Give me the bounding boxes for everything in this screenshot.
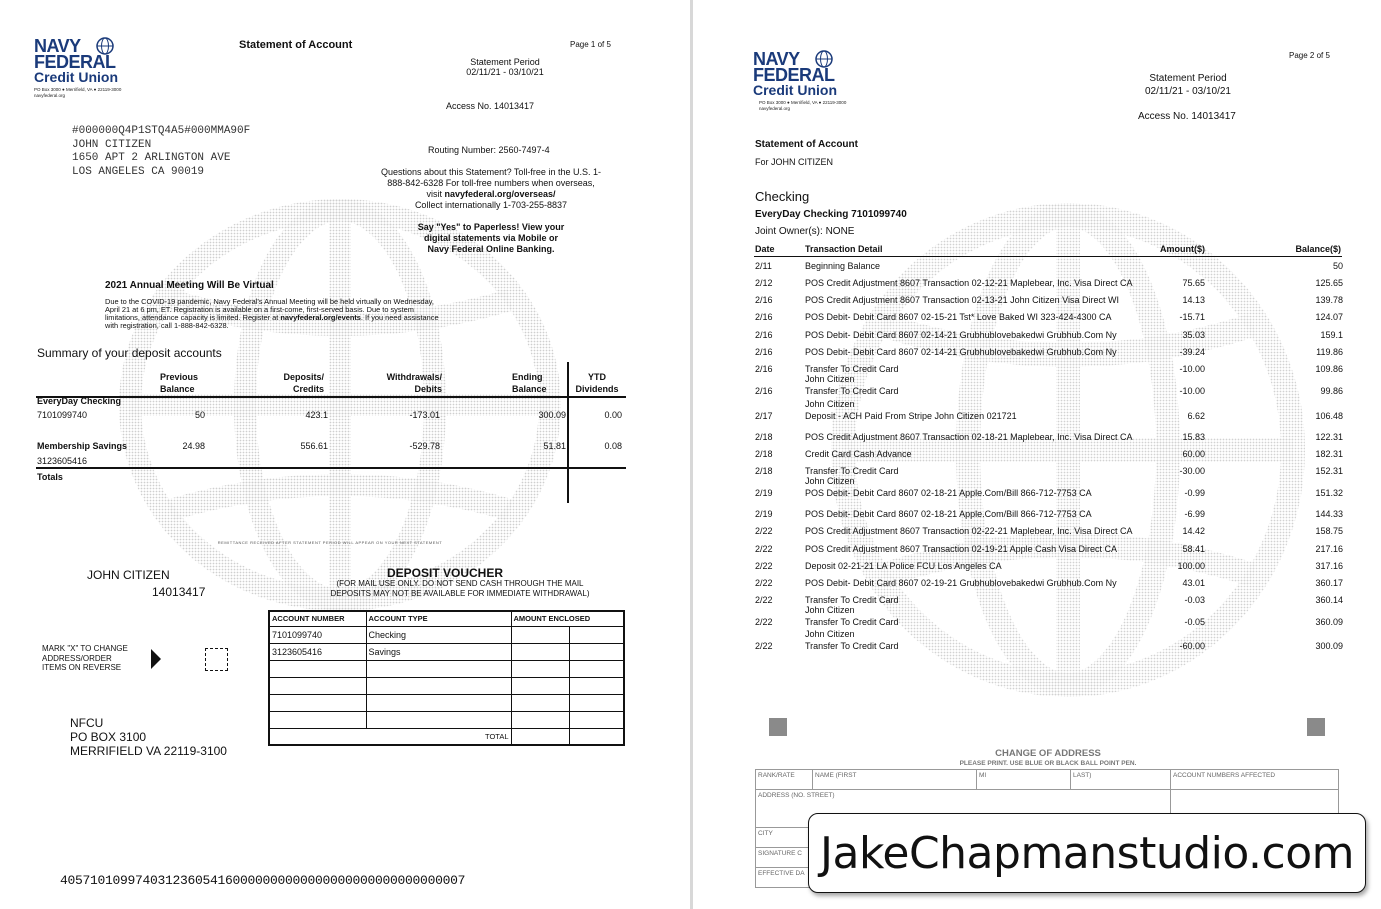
summary-ytd: 0.08 [604, 441, 622, 451]
access-number: Access No. 14013417 [446, 101, 535, 111]
transaction-date: 2/22 [755, 641, 773, 651]
transaction-row [755, 544, 1343, 561]
transaction-date: 2/16 [755, 295, 773, 305]
col-balance: Balance($) [1295, 244, 1341, 254]
voucher-blank-cell[interactable] [269, 711, 366, 728]
col-amount: Amount($) [1160, 244, 1205, 254]
joint-owner: Joint Owner(s): NONE [755, 226, 855, 237]
mark-x-line: ADDRESS/ORDER [42, 653, 112, 663]
transaction-date: 2/22 [755, 595, 773, 605]
voucher-amount-cents-field[interactable] [569, 711, 624, 728]
mark-x-instructions [42, 644, 128, 673]
transaction-date: 2/18 [755, 432, 773, 442]
summary-account-name: Membership Savings [37, 441, 128, 451]
transaction-counterparty: John Citizen [805, 399, 855, 409]
transaction-detail: Transfer To Credit Card [805, 364, 899, 374]
questions-line: visit [426, 189, 445, 199]
registration-mark [769, 718, 787, 736]
transaction-row [755, 561, 1343, 578]
transaction-amount: -60.00 [1179, 641, 1205, 651]
voucher-subtitle [300, 579, 620, 598]
transaction-row [755, 261, 1343, 278]
transaction-detail: Credit Card Cash Advance [805, 449, 912, 459]
voucher-header-account-number: ACCOUNT NUMBER [269, 611, 366, 626]
coa-signature-field[interactable]: SIGNATURE C [756, 848, 1339, 868]
remittance-note: REMITTANCE RECEIVED AFTER STATEMENT PERIOD WILL APPEAR ON YOUR NEXT STATEMENT [217, 540, 443, 545]
transaction-counterparty: John Citizen [805, 629, 855, 639]
transaction-row [755, 278, 1343, 295]
transaction-detail: POS Debit- Debit Card 8607 02-18-21 Apple.Com/Bill 866-712-7753 CA [805, 509, 1092, 519]
coa-first-name-field[interactable]: NAME (FIRST [813, 770, 977, 790]
header-line: Withdrawals/ [386, 372, 442, 382]
transaction-detail: POS Debit- Debit Card 8607 02-18-21 Apple.Com/Bill 866-712-7753 CA [805, 488, 1092, 498]
summary-ytd: 0.00 [604, 410, 622, 420]
transaction-row [755, 312, 1343, 329]
studio-watermark-badge [808, 813, 1366, 893]
transaction-date: 2/18 [755, 449, 773, 459]
mail-code: #000000Q4P1STQ4A5#000MMA90F [72, 125, 251, 137]
voucher-amount-field[interactable] [511, 626, 569, 643]
transaction-amount: 75.65 [1182, 278, 1205, 288]
transaction-date: 2/16 [755, 386, 773, 396]
transaction-balance: 152.31 [1315, 466, 1343, 476]
transaction-row [755, 526, 1343, 543]
nfcu-return-address [70, 716, 227, 758]
mark-x-line: MARK "X" TO CHANGE [42, 644, 128, 653]
voucher-row [269, 643, 624, 660]
voucher-amount-field[interactable] [511, 677, 569, 694]
voucher-blank-cell[interactable] [366, 711, 511, 728]
header-ending-balance [512, 371, 547, 395]
transaction-detail: POS Debit- Debit Card 8607 02-14-21 Grubhublovebakedwi Grubhub.Com Ny [805, 330, 1117, 340]
questions-line: 888-842-6328 For toll-free numbers when overseas, [387, 178, 595, 188]
logo-globe-icon [96, 37, 114, 55]
summary-account-name: EveryDay Checking [37, 396, 122, 406]
statement-period: 02/11/21 - 03/10/21 [1145, 86, 1231, 97]
summary-account-number: 3123605416 [37, 456, 88, 466]
voucher-amount-cents-field[interactable] [569, 626, 624, 643]
transaction-amount: -30.00 [1179, 466, 1205, 476]
statement-title: Statement of Account [239, 39, 353, 51]
nfcu-line: PO BOX 3100 [70, 730, 147, 744]
annual-meeting-title: 2021 Annual Meeting Will Be Virtual [105, 280, 274, 291]
summary-deposits: 423.1 [305, 410, 328, 420]
voucher-account-number: 3123605416 [269, 643, 366, 660]
voucher-header-amount: AMOUNT ENCLOSED [511, 611, 624, 626]
transaction-row [755, 347, 1343, 364]
summary-title: Summary of your deposit accounts [37, 346, 222, 360]
transaction-detail: POS Credit Adjustment 8607 Transaction 02-19-21 Apple Cash Visa Direct CA [805, 544, 1117, 554]
transaction-balance: 122.31 [1315, 432, 1343, 442]
transaction-detail: POS Credit Adjustment 8607 Transaction 02-18-21 Maplebear, Inc. Visa Direct CA [805, 432, 1133, 442]
header-ytd-dividends [570, 371, 624, 395]
transaction-row [755, 432, 1343, 449]
address-line: JOHN CITIZEN [72, 138, 152, 151]
coa-mi-field[interactable]: MI [977, 770, 1071, 790]
statement-title: Statement of Account [755, 139, 858, 150]
micr-line: 405710109974031236054160000000000000000000000000000007 [60, 873, 466, 888]
statement-period-label: Statement Period [470, 57, 540, 67]
address-line: 1650 APT 2 ARLINGTON AVE [72, 152, 231, 164]
summary-previous: 50 [194, 410, 205, 420]
voucher-amount-field[interactable] [511, 711, 569, 728]
mailing-address-block [72, 125, 250, 179]
transaction-date: 2/19 [755, 488, 773, 498]
logo-line-navy: NAVY [34, 36, 81, 56]
summary-totals-rule [36, 467, 626, 469]
transaction-date: 2/22 [755, 561, 773, 571]
transaction-detail: Deposit 02-21-21 LA Police FCU Los Angeles CA [805, 561, 1002, 571]
annual-meeting-line: Due to the COVID-19 pandemic, Navy Federal's Annual Meeting will be held virtually on Wednesday, [105, 297, 434, 306]
summary-deposits: 556.61 [300, 441, 328, 451]
summary-ending: 300.09 [538, 410, 566, 420]
transaction-balance: 106.48 [1315, 411, 1343, 421]
voucher-account-type: Savings [366, 643, 511, 660]
transaction-amount: -6.99 [1184, 509, 1205, 519]
summary-ending: 51.81 [543, 441, 566, 451]
voucher-blank-cell[interactable] [269, 694, 366, 711]
voucher-title: DEPOSIT VOUCHER [386, 566, 503, 580]
section-checking: Checking [755, 189, 810, 204]
statement-for: For JOHN CITIZEN [755, 157, 833, 167]
header-line: Debits [414, 384, 442, 394]
transaction-date: 2/16 [755, 330, 773, 340]
summary-withdrawals: -173.01 [409, 410, 440, 420]
summary-previous: 24.98 [182, 441, 205, 451]
voucher-row [269, 677, 624, 694]
transaction-balance: 300.09 [1315, 641, 1343, 651]
transaction-date: 2/16 [755, 312, 773, 322]
header-deposits [262, 371, 324, 395]
transaction-detail: Transfer To Credit Card [805, 641, 899, 651]
transaction-detail: Transfer To Credit Card [805, 595, 899, 605]
questions-line: Collect internationally 1-703-255-8837 [414, 200, 568, 210]
transaction-balance: 109.86 [1315, 364, 1343, 374]
access-number: Access No. 14013417 [1138, 111, 1236, 122]
logo-website: navyfederal.org [34, 93, 66, 98]
transaction-balance: 50 [1332, 261, 1343, 271]
routing-number: Routing Number: 2560-7497-4 [428, 145, 550, 155]
logo-line-credit-union: Credit Union [34, 69, 118, 85]
transaction-row [755, 509, 1343, 526]
coa-address-field[interactable]: ADDRESS (NO. STREET) [756, 790, 1171, 828]
transaction-amount: -10.00 [1179, 364, 1205, 374]
transaction-date: 2/22 [755, 578, 773, 588]
registration-mark [1307, 718, 1325, 736]
nfcu-line: NFCU [70, 716, 104, 730]
transaction-detail: POS Debit- Debit Card 8607 02-15-21 Tst* Love Baked WI 323-424-4300 CA [805, 312, 1112, 322]
voucher-amount-cents-field[interactable] [569, 660, 624, 677]
transaction-balance: 125.65 [1315, 278, 1343, 288]
voucher-row [269, 660, 624, 677]
transaction-detail: POS Debit- Debit Card 8607 02-14-21 Grubhublovebakedwi Grubhub.Com Ny [805, 347, 1117, 357]
transaction-date: 2/16 [755, 347, 773, 357]
questions-block [366, 167, 616, 211]
transaction-balance: 119.86 [1316, 347, 1343, 357]
annual-meeting-line: with registration, call 1-888-842-6328. [105, 321, 229, 330]
studio-watermark-text: JakeChapmanstudio.com [820, 827, 1354, 879]
change-address-checkbox[interactable] [205, 648, 228, 671]
transaction-date: 2/16 [755, 364, 773, 374]
logo-website: navyfederal.org [759, 106, 791, 111]
voucher-row [269, 711, 624, 728]
voucher-row [269, 694, 624, 711]
overseas-link[interactable]: navyfederal.org/overseas/ [444, 189, 556, 199]
address-line: LOS ANGELES CA 90019 [72, 165, 205, 178]
transaction-detail: POS Credit Adjustment 8607 Transaction 02-22-21 Maplebear, Inc. Visa Direct CA [805, 526, 1133, 536]
header-line: Balance [160, 384, 195, 394]
statement-period: 02/11/21 - 03/10/21 [466, 67, 544, 77]
paperless-line: digital statements via Mobile or [423, 233, 559, 243]
voucher-amount-cents-field[interactable] [569, 694, 624, 711]
summary-account-number: 7101099740 [37, 410, 88, 420]
voucher-header-row [269, 611, 624, 626]
transaction-balance: 360.09 [1315, 617, 1343, 627]
logo-line-navy: NAVY [753, 49, 800, 69]
transaction-amount: -0.05 [1184, 617, 1205, 627]
transaction-balance: 151.32 [1315, 488, 1343, 498]
transaction-date: 2/22 [755, 617, 773, 627]
transaction-balance: 124.07 [1315, 312, 1343, 322]
transaction-amount: -0.99 [1184, 488, 1205, 498]
voucher-amount-field[interactable] [511, 660, 569, 677]
transaction-detail: Transfer To Credit Card [805, 466, 899, 476]
voucher-name: JOHN CITIZEN [87, 568, 170, 582]
transaction-balance: 182.31 [1315, 449, 1343, 459]
transaction-amount: 15.83 [1182, 432, 1205, 442]
voucher-total-cents-field[interactable] [569, 728, 624, 745]
header-line: Credits [292, 384, 324, 394]
transaction-balance: 159.1 [1320, 330, 1343, 340]
page-number: Page 2 of 5 [1289, 51, 1330, 60]
transaction-amount: -39.24 [1179, 347, 1205, 357]
transaction-amount: -15.71 [1179, 312, 1205, 322]
transaction-amount: 14.13 [1182, 295, 1205, 305]
voucher-total-row [269, 728, 624, 745]
transaction-amount: 58.41 [1182, 544, 1205, 554]
transaction-amount: 6.62 [1187, 411, 1205, 421]
col-date: Date [755, 244, 775, 254]
transaction-detail: Transfer To Credit Card [805, 386, 899, 396]
transaction-detail: Deposit - ACH Paid From Stripe John Citizen 021721 [805, 411, 1017, 421]
transaction-balance: 158.75 [1315, 526, 1343, 536]
transaction-counterparty: John Citizen [805, 374, 855, 384]
transaction-balance: 217.16 [1315, 544, 1343, 554]
transaction-balance: 144.33 [1315, 509, 1343, 519]
voucher-access: 14013417 [152, 585, 206, 599]
transaction-row [755, 476, 1343, 505]
events-link[interactable]: navyfederal.org/events [280, 313, 361, 322]
logo-line-federal: FEDERAL [34, 52, 116, 72]
annual-meeting-line: . If you need assistance [360, 313, 439, 322]
transaction-date: 2/17 [755, 411, 773, 421]
nfcu-line: MERRIFIELD VA 22119-3100 [70, 744, 227, 758]
transaction-balance: 360.14 [1315, 595, 1343, 605]
annual-meeting-line: April 21 at 6 pm, ET. Registration is available on a first-come, first-served basis. Due to system [105, 305, 414, 314]
paperless-block [386, 222, 596, 255]
transaction-date: 2/19 [755, 509, 773, 519]
paperless-line: Say "Yes" to Paperless! View your [417, 222, 565, 232]
voucher-header-account-type: ACCOUNT TYPE [366, 611, 511, 626]
transaction-amount: 35.03 [1182, 330, 1205, 340]
logo-address: PO Box 3000 ● Merrifield, VA ● 22119-3000 [759, 100, 847, 105]
transaction-date: 2/18 [755, 466, 773, 476]
transaction-balance: 99.86 [1320, 386, 1343, 396]
coa-rank-field[interactable]: RANK/RATE [756, 770, 813, 790]
voucher-blank-cell[interactable] [366, 677, 511, 694]
transaction-row [755, 330, 1343, 347]
col-detail: Transaction Detail [805, 244, 883, 254]
voucher-subtitle-line: (FOR MAIL USE ONLY. DO NOT SEND CASH THROUGH THE MAIL [336, 579, 584, 588]
transaction-balance: 139.78 [1315, 295, 1343, 305]
voucher-blank-cell[interactable] [269, 677, 366, 694]
transaction-date: 2/11 [755, 261, 772, 271]
account-line: EveryDay Checking 7101099740 [755, 209, 907, 220]
transaction-balance: 360.17 [1315, 578, 1343, 588]
header-withdrawals [370, 371, 442, 395]
arrow-right-icon [150, 648, 162, 670]
page-number: Page 1 of 5 [570, 40, 611, 49]
header-line: Ending [512, 372, 543, 382]
transaction-detail: Transfer To Credit Card [805, 617, 899, 627]
transaction-amount: -0.03 [1184, 595, 1205, 605]
coa-effective-date-field[interactable]: EFFECTIVE DA [756, 868, 1339, 888]
coa-last-name-field[interactable]: LAST) [1071, 770, 1171, 790]
voucher-amount-field[interactable] [511, 694, 569, 711]
voucher-amount-cents-field[interactable] [569, 643, 624, 660]
transaction-counterparty: John Citizen [805, 476, 855, 486]
mark-x-line: ITEMS ON REVERSE [42, 663, 122, 672]
transaction-amount: 14.42 [1182, 526, 1205, 536]
transaction-amount: 60.00 [1182, 449, 1205, 459]
voucher-amount-cents-field[interactable] [569, 677, 624, 694]
voucher-blank-cell[interactable] [366, 694, 511, 711]
transaction-detail: Beginning Balance [805, 261, 881, 271]
voucher-table [268, 610, 625, 746]
statement-page-2 [693, 0, 1381, 909]
transaction-date: 2/22 [755, 526, 773, 536]
coa-title: CHANGE OF ADDRESS [995, 748, 1101, 759]
transaction-amount: 100.00 [1177, 561, 1205, 571]
coa-accounts-field[interactable]: ACCOUNT NUMBERS AFFECTED [1171, 770, 1339, 790]
transaction-counterparty: John Citizen [805, 605, 855, 615]
annual-meeting-line: limitations, attendance capacity is limited. Register at [105, 313, 281, 322]
coa-subtitle: PLEASE PRINT. USE BLUE OR BLACK BALL POINT PEN. [959, 760, 1137, 767]
transaction-amount: 43.01 [1182, 578, 1205, 588]
transaction-detail: POS Debit- Debit Card 8607 02-19-21 Grubhublovebakedwi Grubhub.Com Ny [805, 578, 1117, 588]
summary-totals-label: Totals [37, 472, 63, 482]
transaction-date: 2/12 [755, 278, 773, 288]
header-line: Previous [160, 372, 199, 382]
transaction-list [755, 0, 1343, 700]
transaction-date: 2/22 [755, 544, 773, 554]
paperless-line: Navy Federal Online Banking. [427, 244, 555, 254]
transaction-row [755, 399, 1343, 428]
voucher-account-type: Checking [366, 626, 511, 643]
annual-meeting-body [105, 298, 505, 330]
transaction-amount: -10.00 [1179, 386, 1205, 396]
header-line: YTD [588, 372, 606, 382]
statement-page-1 [0, 0, 690, 909]
logo-line-federal: FEDERAL [753, 65, 835, 85]
transaction-row [755, 578, 1343, 595]
voucher-blank-cell[interactable] [269, 660, 366, 677]
transaction-detail: POS Credit Adjustment 8607 Transaction 02-12-21 Maplebear, Inc. Visa Direct CA [805, 278, 1133, 288]
header-line: Deposits/ [283, 372, 324, 382]
transaction-row [755, 629, 1343, 658]
voucher-blank-cell[interactable] [366, 660, 511, 677]
voucher-subtitle-line: DEPOSITS MAY NOT BE AVAILABLE FOR IMMEDIATE WITHDRAWAL) [330, 588, 590, 598]
voucher-row [269, 626, 624, 643]
questions-line: Questions about this Statement? Toll-free in the U.S. 1- [381, 167, 601, 177]
voucher-total-field[interactable] [511, 728, 569, 745]
summary-withdrawals: -529.78 [409, 441, 440, 451]
transaction-row [755, 449, 1343, 466]
transaction-row [755, 295, 1343, 312]
logo-line-credit-union: Credit Union [753, 82, 837, 98]
summary-divider [567, 362, 569, 503]
coa-city-field[interactable]: CITY [756, 828, 1339, 848]
header-line: Dividends [575, 384, 619, 394]
transaction-detail: POS Credit Adjustment 8607 Transaction 02-13-21 John Citizen Visa Direct WI [805, 295, 1119, 305]
statement-period-label: Statement Period [1149, 73, 1227, 84]
voucher-account-number: 7101099740 [269, 626, 366, 643]
voucher-amount-field[interactable] [511, 643, 569, 660]
header-previous-balance [160, 371, 198, 395]
logo-address: PO Box 3000 ● Merrifield, VA ● 22119-3000 [34, 87, 122, 92]
transaction-balance: 317.16 [1315, 561, 1343, 571]
header-line: Balance [512, 384, 547, 394]
voucher-total-label: TOTAL [269, 728, 511, 745]
summary-header-rule [36, 396, 626, 398]
